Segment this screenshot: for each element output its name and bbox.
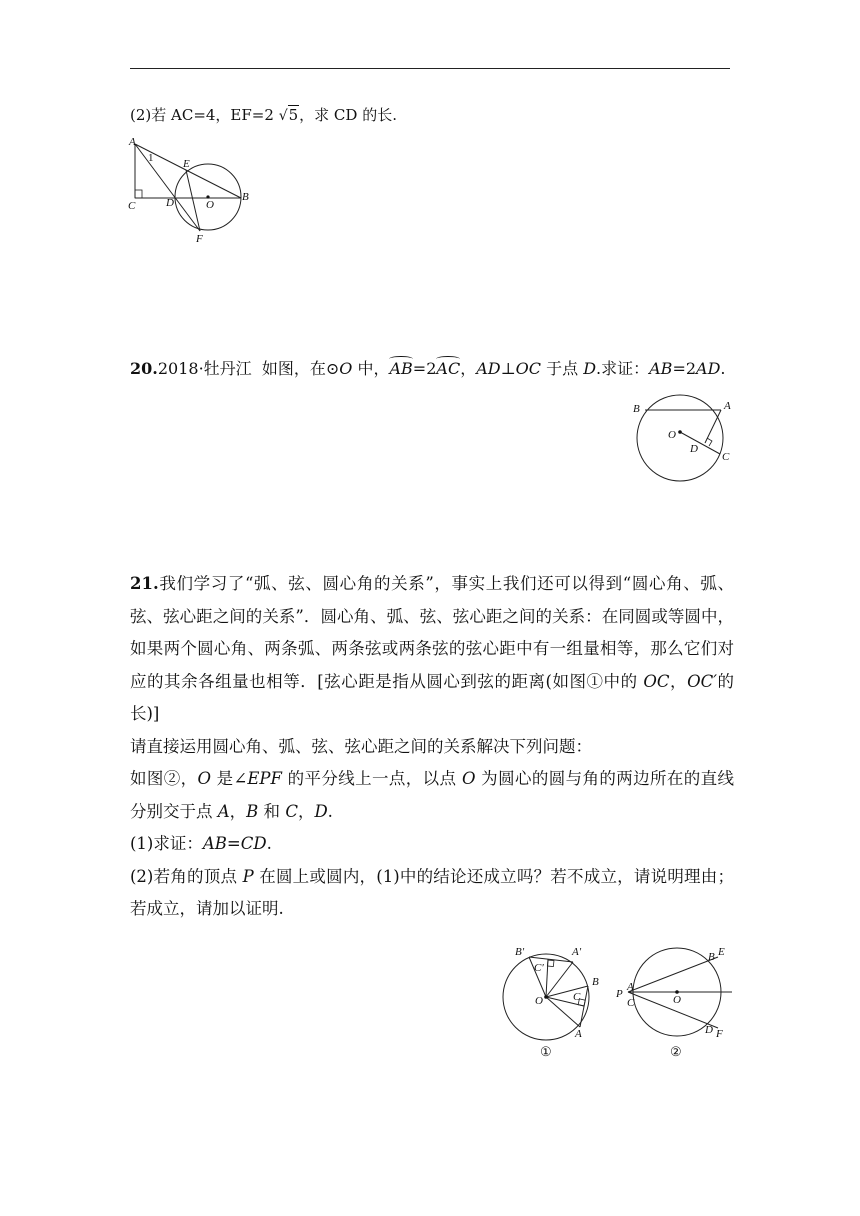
label-A: A xyxy=(627,981,634,993)
figure-21-2 xyxy=(612,940,736,1070)
label-O: O xyxy=(535,995,543,1007)
label-O: O xyxy=(668,429,676,441)
label-F: F xyxy=(716,1028,723,1040)
sqrt-sign: √ xyxy=(278,108,288,124)
header-rule xyxy=(130,68,730,69)
label-C: C xyxy=(722,451,730,463)
q21-line2: 请直接运用圆心角、弧、弦、弦心距之间的关系解决下列问题： xyxy=(130,736,592,756)
label-C: C xyxy=(573,991,581,1003)
label-A: A xyxy=(724,400,731,412)
q21-part1: (1)求证：AB=CD. xyxy=(130,834,272,853)
label-B: B xyxy=(242,191,249,203)
label-C: C xyxy=(627,997,635,1009)
label-E: E xyxy=(183,158,190,170)
sqrt-radicand: 5 xyxy=(288,106,299,124)
label-C: C xyxy=(128,200,136,212)
label-B: B xyxy=(633,403,640,415)
label-C-prime: C′ xyxy=(534,962,544,974)
label-D: D xyxy=(166,197,174,209)
figure-21-1 xyxy=(500,940,610,1070)
figure-20 xyxy=(628,392,738,484)
label-O: O xyxy=(673,994,681,1006)
label-O: O xyxy=(206,199,214,211)
label-A-prime: A′ xyxy=(572,946,582,958)
label-B: B xyxy=(592,976,599,988)
caption-1: ① xyxy=(540,1044,552,1059)
arc-AC: AC xyxy=(436,359,461,378)
label-A: A xyxy=(575,1028,582,1040)
label-D: D xyxy=(705,1024,713,1036)
label-A: A xyxy=(129,136,136,148)
q21-intro: 21.我们学习了“弧、弦、圆心角的关系”，事实上我们还可以得到“圆心角、弧、弦、弦心距之间的关系”．圆心角、弧、弦、弦心距之间的关系：在同圆或等圆中，如果两个圆心角、两条弧、两条弦或两条弦的弦心距中有一组量相等，那么它们对应的其余各组量也相等．[弦心距是指从圆心到弦的距离(如图①中的 OC，OC′的长)] xyxy=(130,574,735,723)
label-angle-1: 1 xyxy=(148,152,154,164)
label-P: P xyxy=(616,988,623,1000)
arc-AB: AB xyxy=(389,359,413,378)
q21-line3: 如图②，O 是∠EPF 的平分线上一点，以点 O 为圆心的圆与角的两边所在的直线分别交于点 A，B 和 C，D. xyxy=(130,769,734,821)
label-F: F xyxy=(196,233,203,245)
q19-part2-text: (2)若 AC=4，EF=2 √5，求 CD 的长. xyxy=(130,106,397,124)
q21-part2: (2)若角的顶点 P 在圆上或圆内，(1)中的结论还成立吗？若不成立，请说明理由；若成立，请加以证明. xyxy=(130,866,734,918)
label-E: E xyxy=(718,946,725,958)
label-D: D xyxy=(690,443,698,455)
figure-19 xyxy=(126,134,261,246)
label-B-prime: B′ xyxy=(515,946,525,958)
label-B: B xyxy=(708,951,715,963)
caption-2: ② xyxy=(670,1044,682,1059)
q21-text xyxy=(130,568,734,926)
q20-text: 20.2018·牡丹江 如图，在⊙O 中，AB=2AC，AD⊥OC 于点 D.求证：AB=2AD. xyxy=(130,359,726,378)
